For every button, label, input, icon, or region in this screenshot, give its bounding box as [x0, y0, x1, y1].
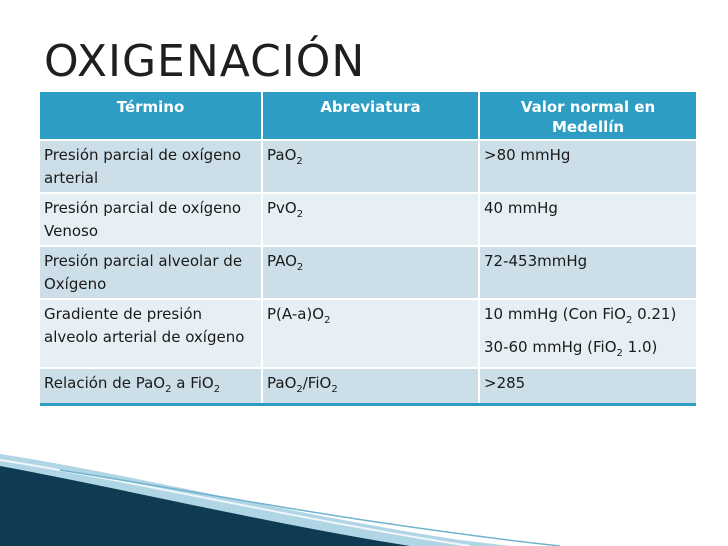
value-subscript: 2	[616, 348, 623, 359]
term-cell: Presión parcial alveolar de Oxígeno	[40, 246, 262, 299]
term-subscript: 2	[165, 384, 172, 395]
term-text: a FiO	[171, 374, 214, 392]
value-cell	[479, 299, 696, 368]
value-paragraph	[484, 336, 692, 365]
term-text: Relación de PaO	[44, 374, 166, 392]
value-text: 1.0)	[622, 338, 658, 356]
value-text: 10 mmHg (Con FiO	[484, 305, 626, 323]
abbr-subscript: 2	[296, 262, 304, 273]
value-cell: 40 mmHg	[479, 193, 696, 246]
term-cell: Gradiente de presión alveolo arterial de oxígeno	[40, 299, 262, 368]
table-row	[40, 299, 696, 368]
table-row	[40, 246, 696, 299]
value-cell: 72-453mmHg	[479, 246, 696, 299]
abbreviation-cell	[262, 193, 479, 246]
term-cell	[40, 368, 262, 405]
abbreviation-cell	[262, 368, 479, 405]
abbr-subscript: 2	[296, 384, 303, 395]
abbr-text: /FiO	[302, 374, 332, 392]
abbr-text: P(A-a)O	[267, 305, 325, 323]
table-row	[40, 140, 696, 193]
abbr-subscript: 2	[296, 156, 303, 167]
abbr-subscript: 2	[331, 384, 338, 395]
abbr-text: PaO	[267, 374, 297, 392]
value-paragraph	[484, 305, 677, 326]
term-subscript: 2	[213, 384, 221, 395]
value-text: 0.21)	[632, 305, 677, 323]
abbr-text: PAO	[267, 252, 297, 270]
abbreviation-cell	[262, 246, 479, 299]
abbr-subscript: 2	[296, 209, 304, 220]
table-row	[40, 368, 696, 405]
value-cell: >285	[479, 368, 696, 405]
value-text: 30-60 mmHg (FiO	[484, 338, 617, 356]
term-cell: Presión parcial de oxígeno Venoso	[40, 193, 262, 246]
term-cell: Presión parcial de oxígeno arterial	[40, 140, 262, 193]
abbreviation-cell	[262, 299, 479, 368]
header-normal-value: Valor normal en Medellín	[479, 92, 696, 140]
abbreviation-cell	[262, 140, 479, 193]
table-row	[40, 193, 696, 246]
abbr-subscript: 2	[324, 315, 331, 326]
value-subscript: 2	[625, 315, 633, 326]
abbr-text: PvO	[267, 199, 297, 217]
header-term: Término	[40, 92, 262, 140]
value-cell: >80 mmHg	[479, 140, 696, 193]
abbr-text: PaO	[267, 146, 297, 164]
oxygenation-table	[40, 92, 696, 406]
table-header-row	[40, 92, 696, 140]
header-abbreviation: Abreviatura	[262, 92, 479, 140]
slide-title: OXIGENACIÓN	[44, 36, 366, 87]
decorative-swoosh	[0, 440, 728, 546]
